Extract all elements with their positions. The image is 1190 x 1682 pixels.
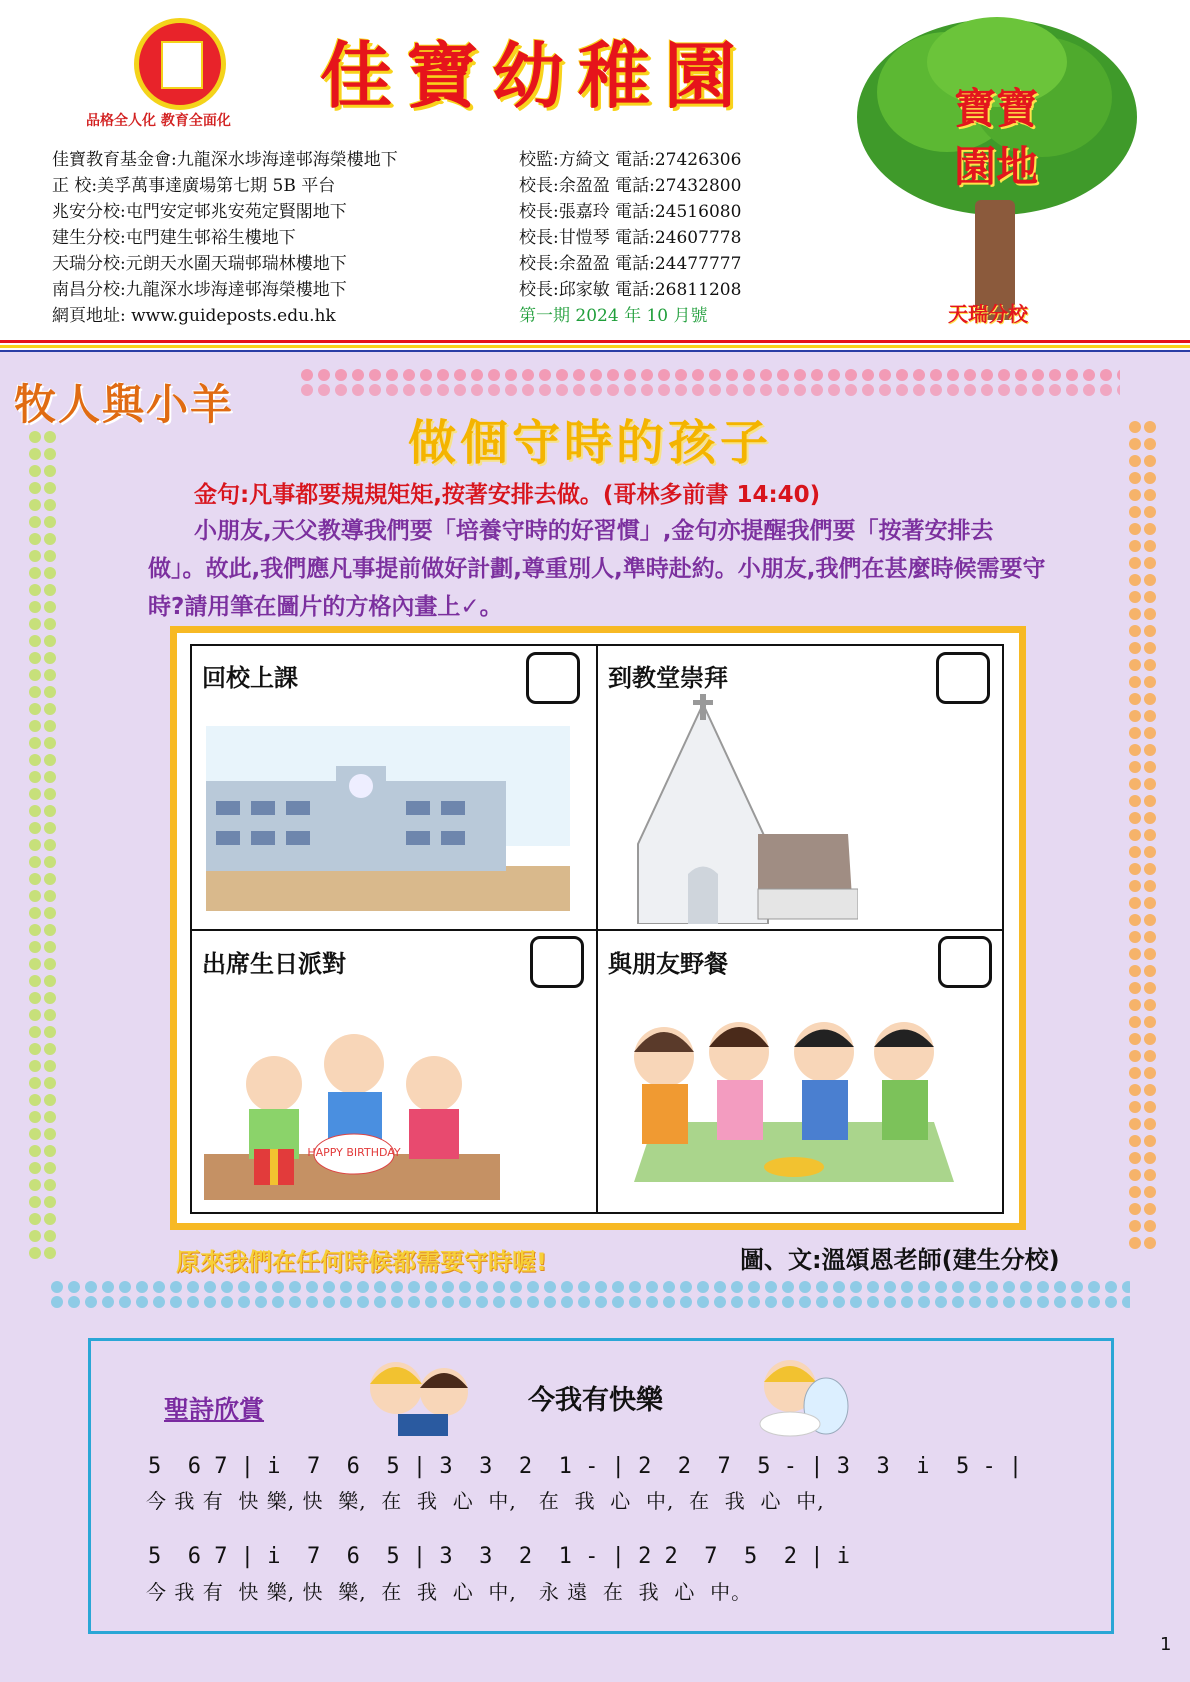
contact-list	[519, 147, 819, 329]
picnic-icon	[614, 1012, 974, 1202]
cell-label: 回校上課	[202, 664, 298, 692]
checkbox[interactable]	[526, 652, 580, 704]
school-name: 佳寶幼稚園	[320, 33, 751, 118]
hymn-title: 今我有快樂	[528, 1385, 663, 1416]
address-line: 南昌分校:九龍深水埗海達邨海榮樓地下	[52, 280, 347, 300]
grid-divider	[190, 929, 1004, 931]
hymn-lyrics-line: 今 我 有 快 樂, 快 樂, 在 我 心 中, 永 遠 在 我 心 中。	[146, 1580, 753, 1604]
contact-line: 校長:甘愷琴 電話:24607778	[519, 228, 742, 248]
address-line: 兆安分校:屯門安定邨兆安苑定賢閣地下	[52, 202, 347, 222]
contact-line: 校長:張嘉玲 電話:24516080	[519, 202, 742, 222]
checkbox[interactable]	[938, 936, 992, 988]
school-logo	[134, 18, 226, 110]
issue-label: 第一期 2024 年 10 月號	[519, 306, 708, 326]
address-line: 建生分校:屯門建生邨裕生樓地下	[52, 228, 296, 248]
hymn-notes-line: 5 6 7 | i 7 6 5 | 3 3 2 1 - | 2 2 7 5 2 | i	[148, 1544, 850, 1569]
cell-label: 到教堂崇拜	[608, 664, 728, 692]
golden-verse: 金句:凡事都要規規矩矩,按著安排去做。(哥林多前書 14:40)	[194, 482, 821, 508]
section-heading: 牧人與小羊	[14, 380, 235, 429]
lesson-title: 做個守時的孩子	[408, 415, 773, 471]
birthday-party-icon	[204, 1004, 504, 1200]
dot-border-left	[28, 430, 58, 1260]
address-line: 佳寶教育基金會:九龍深水埗海達邨海榮樓地下	[52, 150, 398, 170]
credit-line: 圖、文:溫頌恩老師(建生分校)	[740, 1246, 1060, 1274]
contact-line: 校長:邱家敏 電話:26811208	[519, 280, 742, 300]
hymn-lyrics-line: 今 我 有 快 樂, 快 樂, 在 我 心 中, 在 我 心 中, 在 我 心 中,	[146, 1489, 825, 1513]
dot-border-top	[300, 368, 1120, 398]
closing-message: 原來我們在任何時候都需要守時喔!	[176, 1248, 547, 1276]
address-line: 正 校:美孚萬事達廣場第七期 5B 平台	[52, 176, 336, 196]
cherub-icon	[744, 1350, 852, 1442]
website[interactable]: 網頁地址: www.guideposts.edu.hk	[52, 306, 336, 326]
angels-icon	[358, 1354, 482, 1438]
contact-line: 校監:方綺文 電話:27426306	[519, 150, 742, 170]
page-number: 1	[1160, 1634, 1172, 1655]
branch-name: 天瑞分校	[948, 302, 1028, 326]
divider	[0, 345, 1190, 348]
divider	[0, 340, 1190, 343]
hymn-notes-line: 5 6 7 | i 7 6 5 | 3 3 2 1 - | 2 2 7 5 - | 3 3 i 5 - |	[148, 1454, 1023, 1479]
address-list	[52, 147, 522, 329]
contact-line: 校長:余盈盈 電話:27432800	[519, 176, 742, 196]
contact-line: 校長:余盈盈 電話:24477777	[519, 254, 742, 274]
column-title: 寶寶 園地	[953, 84, 1038, 191]
checkbox[interactable]	[936, 652, 990, 704]
cell-label: 出席生日派對	[202, 950, 346, 978]
dot-border-bottom	[50, 1280, 1130, 1310]
checkbox[interactable]	[530, 936, 584, 988]
dot-border-right	[1128, 420, 1158, 1250]
hymn-section-label: 聖詩欣賞	[164, 1395, 265, 1424]
cell-label: 與朋友野餐	[608, 950, 728, 978]
school-icon	[206, 726, 570, 911]
motto: 品格全人化 教育全面化	[86, 113, 231, 129]
address-line: 天瑞分校:元朗天水圍天瑞邨瑞林樓地下	[52, 254, 347, 274]
church-icon	[608, 694, 858, 924]
cake-text: HAPPY BIRTHDAY	[307, 1146, 401, 1159]
lesson-paragraph: 小朋友,天父教導我們要「培養守時的好習慣」,金句亦提醒我們要「按著安排去做」。故此,我們應凡事提前做好計劃,尊重別人,準時赴約。小朋友,我們在甚麼時候需要守時?請用筆在圖片的方格內畫上✓。	[148, 518, 1046, 620]
